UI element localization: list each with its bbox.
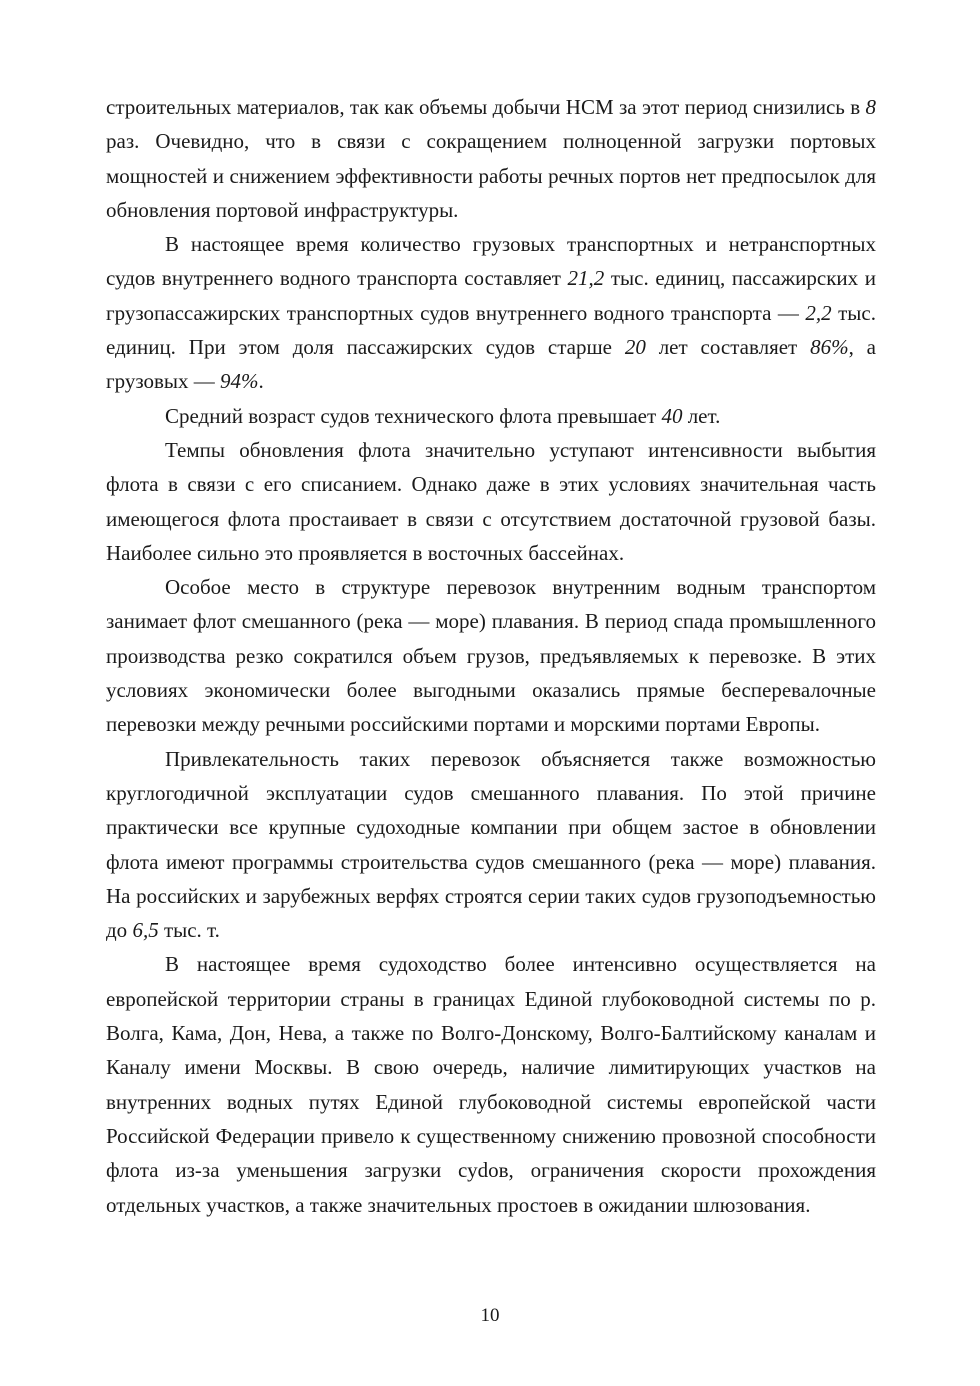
paragraph-2 — [106, 227, 876, 398]
italic-number: 8 — [865, 95, 876, 119]
text-run: лет. — [682, 403, 721, 428]
text-run: лет составляет — [645, 335, 811, 360]
italic-number: 40 — [661, 403, 683, 428]
page-body — [106, 90, 876, 1222]
text-run: Особое место в структуре перевозок внутренним водным транспортом занимает флот смешанного (река — море) плавания. В период спада промышленного производства резко сократился объем грузов, предъявляемых к перевозке. В этих условиях экономически более выгодными оказались прямые бесперевалочные перевозки между речными российскими портами и морскими портами Европы. — [106, 575, 876, 737]
text-run: В настоящее время судоходство более интенсивно осуществляется на европейской территории страны в границах Единой глубоководной системы по р. Волга, Кама, Дон, Нева, а также по Волго-Донскому, Волго-Балтийскому каналам и Каналу имени Москвы. В свою очередь, наличие лимитирующих участков на внутренних водных путях Единой глубоководной системы европейской части Российской Федерации привело к существенному снижению провозной способности флота из-за уменьшения загрузки суdов, ограничения скорости прохождения отдельных участков, а также значительных простоев в ожидании шлюзования. — [106, 952, 876, 1217]
page-number: 10 — [480, 1305, 500, 1326]
text-run: , а грузовых — — [106, 335, 877, 394]
paragraph-7 — [106, 947, 876, 1221]
italic-number: 20 — [624, 335, 646, 360]
paragraph-5 — [106, 570, 876, 741]
text-run: В настоящее время количество грузовых транспортных и нетранспортных судов внутреннего водного транспорта составляет — [106, 232, 876, 291]
paragraph-4 — [106, 433, 876, 570]
paragraph-1 — [106, 90, 876, 227]
text-run: Темпы обновления флота значительно уступают интенсивности выбытия флота в связи с его списанием. Однако даже в этих условиях значительная часть имеющегося флота простаивает в связи с отсутствием достаточной грузовой базы. Наиболее сильно это проявляется в восточных бассейнах. — [106, 437, 876, 565]
italic-number: 86% — [810, 335, 849, 360]
text-run: . — [258, 369, 264, 394]
text-run: тыс. т. — [158, 918, 220, 943]
paragraph-6 — [106, 742, 876, 948]
text-run: строительных материалов, так как объемы добычи НСМ за этот период снизились в — [106, 95, 866, 119]
text-run: Привлекательность таких перевозок объясняется также возможностью круглогодичной эксплуатации судов смешанного плавания. По этой причине практически все крупные судоходные компании при общем застое в обновлении флота имеют программы строительства судов смешанного (река — море) плавания. На российских и зарубежных верфях строятся серии таких судов грузоподъемностью до — [106, 746, 876, 943]
text-run: тыс. единиц, пассажирских и грузопассажирских транспортных судов внутреннего водного транспорта — — [106, 266, 876, 325]
text-run: раз. Очевидно, что в связи с сокращением полноценной загрузки портовых мощностей и снижением эффективности работы речных портов нет предпосылок для обновления портовой инфраструктуры. — [106, 129, 876, 222]
text-run: Средний возраст судов технического флота превышает — [165, 403, 662, 428]
text-run: тыс. единиц. При этом доля пассажирских судов старше — [106, 300, 876, 360]
paragraph-3 — [106, 399, 876, 433]
italic-number: 2,2 — [805, 300, 832, 325]
italic-number: 94% — [220, 369, 259, 394]
italic-number: 21,2 — [567, 266, 605, 291]
italic-number: 6,5 — [132, 918, 159, 943]
